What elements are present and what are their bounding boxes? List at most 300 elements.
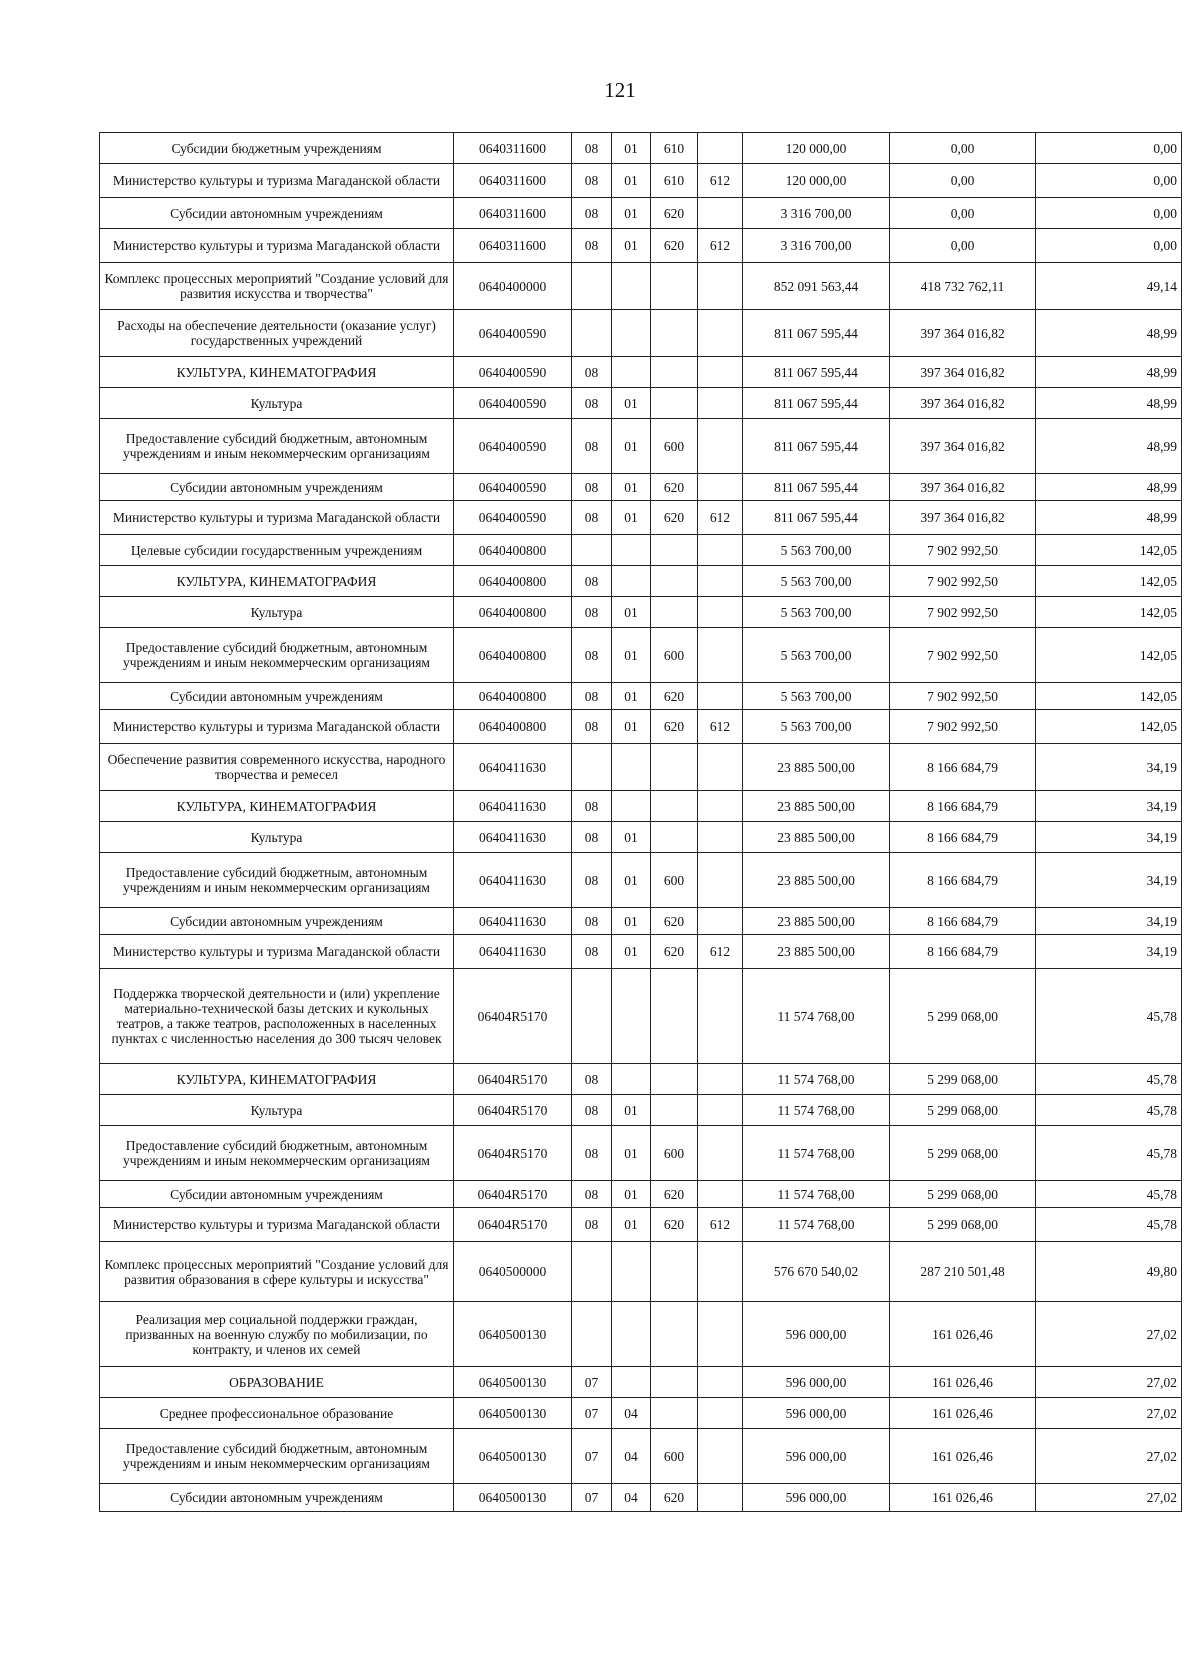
cell-csr: 0640400590 [454,357,572,388]
cell-grbs: 612 [698,1208,743,1242]
cell-name: ОБРАЗОВАНИЕ [100,1367,454,1398]
cell-pr: 01 [612,1208,651,1242]
cell-plan: 23 885 500,00 [743,935,890,969]
cell-grbs [698,566,743,597]
cell-csr: 0640411630 [454,744,572,791]
cell-plan: 23 885 500,00 [743,791,890,822]
cell-fact: 5 299 068,00 [890,969,1036,1064]
cell-pr: 01 [612,710,651,744]
cell-plan: 11 574 768,00 [743,1095,890,1126]
table-row [100,535,1182,566]
cell-percent: 27,02 [1036,1429,1182,1484]
cell-fact: 5 299 068,00 [890,1126,1036,1181]
cell-grbs [698,1242,743,1302]
cell-csr: 06404R5170 [454,969,572,1064]
cell-csr: 0640411630 [454,935,572,969]
cell-vr [651,1367,698,1398]
cell-rz: 08 [572,164,612,198]
cell-grbs: 612 [698,935,743,969]
cell-csr: 0640400590 [454,501,572,535]
table-row [100,908,1182,935]
cell-fact: 8 166 684,79 [890,822,1036,853]
cell-name: Субсидии автономным учреждениям [100,908,454,935]
cell-vr: 620 [651,474,698,501]
cell-name: Расходы на обеспечение деятельности (оказание услуг) государственных учреждений [100,310,454,357]
table-row [100,1398,1182,1429]
cell-csr: 0640400590 [454,474,572,501]
cell-plan: 5 563 700,00 [743,710,890,744]
cell-rz: 08 [572,791,612,822]
cell-percent: 45,78 [1036,1181,1182,1208]
cell-rz: 07 [572,1367,612,1398]
cell-plan: 5 563 700,00 [743,683,890,710]
cell-grbs [698,474,743,501]
cell-fact: 0,00 [890,198,1036,229]
cell-vr: 600 [651,853,698,908]
table-row [100,853,1182,908]
cell-fact: 5 299 068,00 [890,1181,1036,1208]
cell-name: Субсидии бюджетным учреждениям [100,133,454,164]
cell-rz: 08 [572,1064,612,1095]
cell-plan: 5 563 700,00 [743,628,890,683]
cell-csr: 06404R5170 [454,1181,572,1208]
cell-grbs [698,1302,743,1367]
cell-vr: 620 [651,229,698,263]
cell-pr [612,1064,651,1095]
cell-name: Культура [100,1095,454,1126]
cell-percent: 45,78 [1036,1095,1182,1126]
cell-name: Предоставление субсидий бюджетным, автономным учреждениям и иным некоммерческим организациям [100,853,454,908]
cell-fact: 0,00 [890,133,1036,164]
cell-percent: 34,19 [1036,935,1182,969]
cell-percent: 0,00 [1036,164,1182,198]
cell-vr [651,388,698,419]
cell-vr [651,310,698,357]
cell-pr [612,357,651,388]
cell-plan: 811 067 595,44 [743,501,890,535]
cell-pr: 01 [612,133,651,164]
cell-fact: 397 364 016,82 [890,357,1036,388]
cell-rz: 08 [572,710,612,744]
cell-fact: 161 026,46 [890,1367,1036,1398]
cell-fact: 5 299 068,00 [890,1095,1036,1126]
cell-rz [572,1242,612,1302]
cell-csr: 0640500130 [454,1484,572,1512]
cell-rz: 08 [572,822,612,853]
table-row [100,597,1182,628]
cell-pr [612,535,651,566]
cell-grbs [698,597,743,628]
cell-plan: 811 067 595,44 [743,474,890,501]
cell-grbs [698,822,743,853]
cell-rz: 08 [572,133,612,164]
cell-name: Субсидии автономным учреждениям [100,1181,454,1208]
table-row [100,1242,1182,1302]
cell-name: Культура [100,822,454,853]
cell-name: Министерство культуры и туризма Магаданской области [100,710,454,744]
cell-percent: 45,78 [1036,1126,1182,1181]
cell-percent: 0,00 [1036,229,1182,263]
cell-rz [572,535,612,566]
cell-pr: 01 [612,419,651,474]
cell-vr: 620 [651,1181,698,1208]
cell-vr: 620 [651,501,698,535]
cell-percent: 0,00 [1036,198,1182,229]
cell-percent: 48,99 [1036,357,1182,388]
cell-pr: 01 [612,597,651,628]
cell-rz: 08 [572,1181,612,1208]
table-row [100,935,1182,969]
cell-vr [651,1302,698,1367]
cell-rz: 08 [572,229,612,263]
cell-pr [612,1302,651,1367]
cell-fact: 7 902 992,50 [890,628,1036,683]
cell-pr: 01 [612,198,651,229]
table-body [100,133,1182,1512]
cell-csr: 0640400000 [454,263,572,310]
cell-grbs [698,683,743,710]
table-row [100,744,1182,791]
budget-table [99,132,1182,1512]
cell-grbs [698,357,743,388]
table-row [100,388,1182,419]
cell-vr: 620 [651,683,698,710]
cell-fact: 7 902 992,50 [890,597,1036,628]
cell-pr: 04 [612,1398,651,1429]
table-row [100,683,1182,710]
cell-fact: 287 210 501,48 [890,1242,1036,1302]
table-row [100,1208,1182,1242]
cell-csr: 0640500130 [454,1429,572,1484]
cell-csr: 0640400800 [454,628,572,683]
cell-name: Министерство культуры и туризма Магаданской области [100,935,454,969]
cell-grbs [698,133,743,164]
cell-name: Предоставление субсидий бюджетным, автономным учреждениям и иным некоммерческим организациям [100,1429,454,1484]
cell-csr: 0640400800 [454,597,572,628]
cell-pr: 01 [612,683,651,710]
cell-fact: 8 166 684,79 [890,908,1036,935]
cell-plan: 3 316 700,00 [743,198,890,229]
cell-vr [651,791,698,822]
table-row [100,474,1182,501]
cell-name: Поддержка творческой деятельности и (или) укрепление материально-технической базы детских и кукольных театров, а также театров, расположенных в населенных пунктах с численностью населения до 300 тысяч человек [100,969,454,1064]
table-row [100,1302,1182,1367]
cell-plan: 576 670 540,02 [743,1242,890,1302]
cell-percent: 48,99 [1036,388,1182,419]
cell-rz: 08 [572,566,612,597]
cell-fact: 8 166 684,79 [890,935,1036,969]
cell-percent: 27,02 [1036,1302,1182,1367]
cell-vr [651,969,698,1064]
cell-grbs [698,908,743,935]
cell-grbs [698,388,743,419]
cell-plan: 11 574 768,00 [743,1208,890,1242]
cell-vr: 610 [651,133,698,164]
cell-grbs [698,1181,743,1208]
cell-csr: 0640400800 [454,566,572,597]
cell-name: Среднее профессиональное образование [100,1398,454,1429]
cell-plan: 596 000,00 [743,1367,890,1398]
cell-pr: 01 [612,501,651,535]
cell-plan: 596 000,00 [743,1398,890,1429]
cell-percent: 142,05 [1036,597,1182,628]
table-row [100,164,1182,198]
cell-vr [651,566,698,597]
table-row [100,566,1182,597]
cell-grbs [698,535,743,566]
cell-fact: 8 166 684,79 [890,744,1036,791]
cell-name: КУЛЬТУРА, КИНЕМАТОГРАФИЯ [100,566,454,597]
cell-rz: 07 [572,1484,612,1512]
cell-grbs [698,310,743,357]
cell-percent: 34,19 [1036,908,1182,935]
cell-pr: 01 [612,908,651,935]
cell-grbs [698,419,743,474]
cell-pr: 01 [612,935,651,969]
cell-vr: 620 [651,1484,698,1512]
cell-pr [612,310,651,357]
cell-vr [651,263,698,310]
cell-pr: 01 [612,853,651,908]
cell-plan: 23 885 500,00 [743,744,890,791]
cell-plan: 596 000,00 [743,1302,890,1367]
table-row [100,791,1182,822]
cell-pr: 01 [612,822,651,853]
cell-rz: 08 [572,1095,612,1126]
cell-grbs [698,1429,743,1484]
cell-grbs [698,198,743,229]
cell-fact: 418 732 762,11 [890,263,1036,310]
cell-pr [612,566,651,597]
cell-vr [651,1064,698,1095]
cell-pr: 01 [612,229,651,263]
cell-name: Предоставление субсидий бюджетным, автономным учреждениям и иным некоммерческим организациям [100,628,454,683]
cell-fact: 8 166 684,79 [890,791,1036,822]
cell-vr: 620 [651,935,698,969]
cell-vr: 620 [651,908,698,935]
cell-name: Субсидии автономным учреждениям [100,198,454,229]
cell-grbs [698,1367,743,1398]
cell-pr [612,263,651,310]
cell-plan: 811 067 595,44 [743,419,890,474]
table-row [100,1484,1182,1512]
cell-vr: 620 [651,710,698,744]
table-row [100,198,1182,229]
cell-pr: 04 [612,1429,651,1484]
cell-name: Министерство культуры и туризма Магаданской области [100,164,454,198]
cell-percent: 34,19 [1036,853,1182,908]
cell-fact: 5 299 068,00 [890,1064,1036,1095]
cell-rz: 07 [572,1429,612,1484]
cell-rz: 08 [572,908,612,935]
table-row [100,1095,1182,1126]
cell-csr: 0640411630 [454,822,572,853]
cell-fact: 397 364 016,82 [890,388,1036,419]
cell-name: КУЛЬТУРА, КИНЕМАТОГРАФИЯ [100,791,454,822]
cell-percent: 27,02 [1036,1484,1182,1512]
cell-fact: 5 299 068,00 [890,1208,1036,1242]
cell-rz: 08 [572,474,612,501]
cell-fact: 8 166 684,79 [890,853,1036,908]
cell-percent: 48,99 [1036,419,1182,474]
table-row [100,969,1182,1064]
cell-vr [651,357,698,388]
cell-fact: 161 026,46 [890,1302,1036,1367]
cell-name: КУЛЬТУРА, КИНЕМАТОГРАФИЯ [100,357,454,388]
cell-pr [612,969,651,1064]
cell-grbs: 612 [698,164,743,198]
cell-csr: 06404R5170 [454,1126,572,1181]
cell-plan: 5 563 700,00 [743,566,890,597]
cell-grbs [698,744,743,791]
cell-percent: 48,99 [1036,501,1182,535]
cell-plan: 811 067 595,44 [743,310,890,357]
cell-csr: 0640500130 [454,1367,572,1398]
table-row [100,229,1182,263]
cell-percent: 0,00 [1036,133,1182,164]
cell-plan: 120 000,00 [743,133,890,164]
cell-fact: 7 902 992,50 [890,535,1036,566]
cell-fact: 0,00 [890,164,1036,198]
cell-name: Культура [100,388,454,419]
cell-pr [612,744,651,791]
cell-csr: 0640400800 [454,535,572,566]
cell-plan: 11 574 768,00 [743,1064,890,1095]
cell-plan: 23 885 500,00 [743,822,890,853]
cell-name: Министерство культуры и туризма Магаданской области [100,229,454,263]
cell-vr: 600 [651,1126,698,1181]
cell-csr: 0640400590 [454,388,572,419]
cell-plan: 120 000,00 [743,164,890,198]
cell-percent: 48,99 [1036,474,1182,501]
cell-fact: 397 364 016,82 [890,474,1036,501]
cell-plan: 23 885 500,00 [743,908,890,935]
cell-csr: 0640311600 [454,198,572,229]
cell-pr: 01 [612,628,651,683]
cell-grbs: 612 [698,229,743,263]
cell-percent: 48,99 [1036,310,1182,357]
cell-rz [572,263,612,310]
cell-csr: 06404R5170 [454,1208,572,1242]
cell-percent: 45,78 [1036,1208,1182,1242]
cell-csr: 0640411630 [454,791,572,822]
table-row [100,357,1182,388]
cell-rz: 08 [572,1208,612,1242]
table-row [100,1367,1182,1398]
cell-pr: 01 [612,1126,651,1181]
cell-percent: 34,19 [1036,744,1182,791]
cell-plan: 811 067 595,44 [743,388,890,419]
cell-name: Культура [100,597,454,628]
cell-percent: 142,05 [1036,535,1182,566]
cell-vr [651,535,698,566]
cell-percent: 142,05 [1036,628,1182,683]
cell-plan: 811 067 595,44 [743,357,890,388]
cell-plan: 3 316 700,00 [743,229,890,263]
table-row [100,1064,1182,1095]
cell-fact: 161 026,46 [890,1484,1036,1512]
cell-percent: 142,05 [1036,683,1182,710]
cell-fact: 161 026,46 [890,1429,1036,1484]
cell-plan: 5 563 700,00 [743,535,890,566]
cell-rz [572,310,612,357]
cell-grbs [698,1095,743,1126]
cell-name: Целевые субсидии государственным учреждениям [100,535,454,566]
cell-name: Субсидии автономным учреждениям [100,1484,454,1512]
cell-rz: 08 [572,683,612,710]
cell-rz: 08 [572,935,612,969]
cell-name: Комплекс процессных мероприятий "Создание условий для развития образования в сфере культуры и искусства" [100,1242,454,1302]
cell-percent: 45,78 [1036,969,1182,1064]
cell-rz: 08 [572,597,612,628]
cell-percent: 34,19 [1036,822,1182,853]
cell-vr [651,597,698,628]
cell-plan: 5 563 700,00 [743,597,890,628]
page-number: 121 [604,78,636,102]
cell-pr: 01 [612,474,651,501]
cell-rz: 08 [572,628,612,683]
cell-csr: 0640500000 [454,1242,572,1302]
cell-rz: 08 [572,501,612,535]
cell-fact: 7 902 992,50 [890,710,1036,744]
cell-pr [612,1242,651,1302]
table-row [100,822,1182,853]
cell-rz: 08 [572,388,612,419]
cell-pr: 04 [612,1484,651,1512]
cell-percent: 27,02 [1036,1367,1182,1398]
table-row [100,263,1182,310]
cell-pr: 01 [612,1095,651,1126]
table-row [100,1181,1182,1208]
cell-vr: 620 [651,198,698,229]
cell-rz: 08 [572,198,612,229]
table-row [100,1126,1182,1181]
cell-csr: 0640400590 [454,310,572,357]
cell-rz: 08 [572,853,612,908]
cell-csr: 0640411630 [454,908,572,935]
cell-pr: 01 [612,388,651,419]
cell-grbs [698,969,743,1064]
cell-fact: 397 364 016,82 [890,501,1036,535]
cell-name: КУЛЬТУРА, КИНЕМАТОГРАФИЯ [100,1064,454,1095]
cell-percent: 49,80 [1036,1242,1182,1302]
cell-csr: 0640400590 [454,419,572,474]
cell-pr: 01 [612,164,651,198]
cell-plan: 852 091 563,44 [743,263,890,310]
cell-csr: 0640500130 [454,1302,572,1367]
table-row [100,1429,1182,1484]
cell-vr: 600 [651,419,698,474]
cell-csr: 0640400800 [454,710,572,744]
cell-plan: 11 574 768,00 [743,1126,890,1181]
cell-vr: 600 [651,628,698,683]
cell-csr: 0640311600 [454,133,572,164]
cell-percent: 142,05 [1036,566,1182,597]
cell-name: Субсидии автономным учреждениям [100,683,454,710]
cell-csr: 06404R5170 [454,1095,572,1126]
cell-grbs [698,853,743,908]
cell-fact: 7 902 992,50 [890,566,1036,597]
cell-fact: 397 364 016,82 [890,310,1036,357]
table-row [100,310,1182,357]
cell-rz [572,1302,612,1367]
table-row [100,419,1182,474]
cell-name: Предоставление субсидий бюджетным, автономным учреждениям и иным некоммерческим организациям [100,1126,454,1181]
cell-percent: 45,78 [1036,1064,1182,1095]
cell-csr: 0640500130 [454,1398,572,1429]
table-row [100,501,1182,535]
cell-plan: 596 000,00 [743,1429,890,1484]
